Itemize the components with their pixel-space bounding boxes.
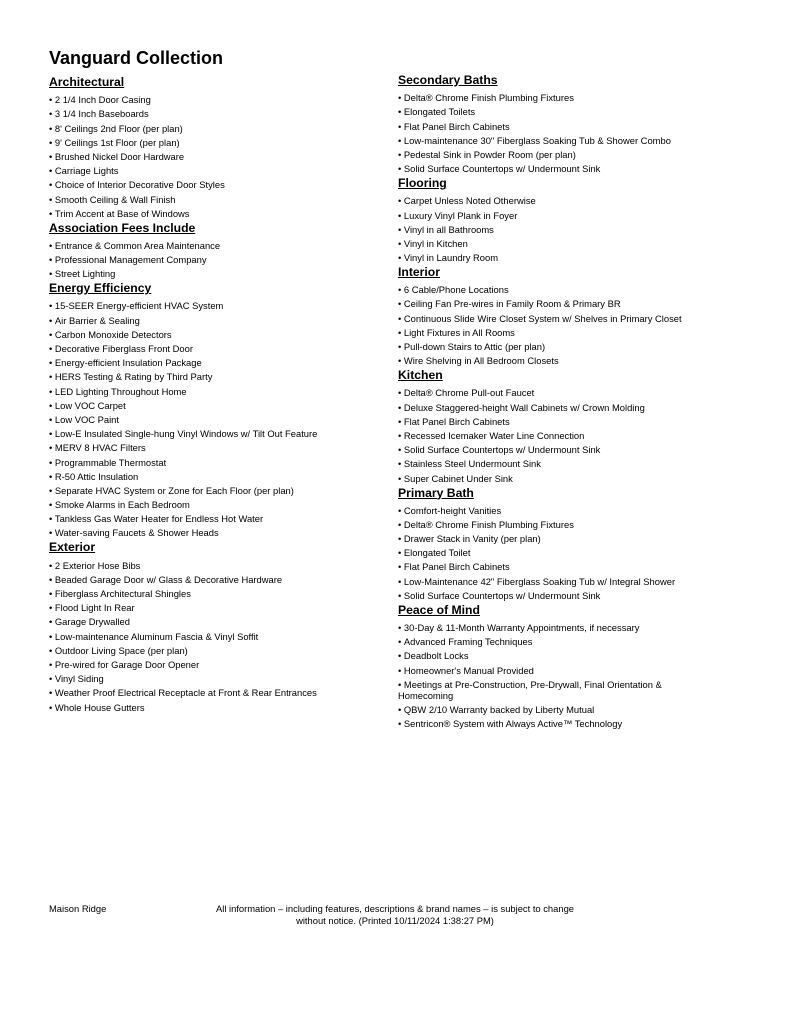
feature-item: • Advanced Framing Techniques: [398, 633, 733, 647]
feature-item: • Smooth Ceiling & Wall Finish: [49, 190, 384, 204]
feature-item: • Weather Proof Electrical Receptacle at Front & Rear Entrances: [49, 684, 384, 698]
feature-item: • 15-SEER Energy-efficient HVAC System: [49, 297, 384, 311]
feature-item: • 2 1/4 Inch Door Casing: [49, 91, 384, 105]
feature-item: • Whole House Gutters: [49, 698, 384, 712]
feature-item: • LED Lighting Throughout Home: [49, 382, 384, 396]
feature-item: • Tankless Gas Water Heater for Endless Hot Water: [49, 510, 384, 524]
section-interior: [398, 263, 733, 366]
feature-item: • Flat Panel Birch Cabinets: [398, 117, 733, 131]
feature-item: • Ceiling Fan Pre-wires in Family Room & Primary BR: [398, 295, 733, 309]
section-heading: Peace of Mind: [398, 602, 480, 617]
feature-item: • Water-saving Faucets & Shower Heads: [49, 524, 384, 538]
feature-item: • Low VOC Paint: [49, 411, 384, 425]
feature-item: • Stainless Steel Undermount Sink: [398, 455, 733, 469]
feature-item: • Air Barrier & Sealing: [49, 311, 384, 325]
left-column: [49, 73, 384, 713]
section-heading: Flooring: [398, 176, 447, 191]
feature-item: • Professional Management Company: [49, 251, 384, 265]
feature-item: • 2 Exterior Hose Bibs: [49, 556, 384, 570]
feature-item: • 30-Day & 11-Month Warranty Appointments, if necessary: [398, 619, 733, 633]
section-flooring: [398, 174, 733, 263]
feature-item: • Solid Surface Countertops w/ Undermount Sink: [398, 441, 733, 455]
feature-item: • Meetings at Pre-Construction, Pre-Drywall, Final Orientation & Homecoming: [398, 676, 698, 701]
feature-item: • Carbon Monoxide Detectors: [49, 326, 384, 340]
feature-list: [398, 619, 733, 729]
section-exterior: [49, 538, 384, 712]
feature-item: • Light Fixtures in All Rooms: [398, 324, 733, 338]
feature-item: • Pedestal Sink in Powder Room (per plan): [398, 146, 733, 160]
feature-item: • Entrance & Common Area Maintenance: [49, 237, 384, 251]
right-column: [398, 71, 733, 729]
feature-list: [49, 237, 384, 280]
feature-item: • Recessed Icemaker Water Line Connection: [398, 427, 733, 441]
feature-item: • Super Cabinet Under Sink: [398, 469, 733, 483]
feature-item: • Energy-efficient Insulation Package: [49, 354, 384, 368]
feature-item: • Garage Drywalled: [49, 613, 384, 627]
feature-item: • Flood Light In Rear: [49, 599, 384, 613]
feature-item: • Low-maintenance Aluminum Fascia & Vinyl Soffit: [49, 627, 384, 641]
feature-list: [398, 384, 733, 483]
section-heading: Architectural: [49, 75, 125, 89]
section-primary-bath: [398, 484, 733, 601]
feature-item: • Continuous Slide Wire Closet System w/ Shelves in Primary Closet: [398, 309, 733, 323]
feature-item: • Pull-down Stairs to Attic (per plan): [398, 338, 733, 352]
feature-item: • Pre-wired for Garage Door Opener: [49, 656, 384, 670]
footer-community: Maison Ridge: [49, 903, 107, 914]
feature-item: • Trim Accent at Base of Windows: [49, 205, 384, 219]
feature-list: [398, 192, 733, 263]
feature-item: • Elongated Toilets: [398, 103, 733, 117]
feature-item: • Low-maintenance 30" Fiberglass Soaking Tub & Shower Combo: [398, 132, 733, 146]
feature-item: • Solid Surface Countertops w/ Undermount Sink: [398, 587, 733, 601]
feature-item: • Vinyl in all Bathrooms: [398, 221, 733, 235]
feature-list: [49, 556, 384, 712]
feature-item: • Vinyl in Laundry Room: [398, 249, 733, 263]
feature-item: • Deadbolt Locks: [398, 647, 733, 661]
feature-list: [49, 297, 384, 538]
section-kitchen: [398, 366, 733, 483]
feature-item: • 8' Ceilings 2nd Floor (per plan): [49, 119, 384, 133]
section-heading: Secondary Baths: [398, 73, 498, 87]
feature-item: • Delta® Chrome Pull-out Faucet: [398, 384, 733, 398]
section-heading: Exterior: [49, 540, 96, 555]
feature-item: • Delta® Chrome Finish Plumbing Fixtures: [398, 89, 733, 103]
feature-item: • Sentricon® System with Always Active™ Technology: [398, 715, 733, 729]
feature-item: • Vinyl Siding: [49, 670, 384, 684]
feature-item: • Choice of Interior Decorative Door Styles: [49, 176, 384, 190]
feature-item: • Beaded Garage Door w/ Glass & Decorative Hardware: [49, 571, 384, 585]
feature-item: • Outdoor Living Space (per plan): [49, 642, 384, 656]
section-secondary-baths: [398, 71, 733, 174]
section-association-fees-include: [49, 219, 384, 280]
feature-item: • HERS Testing & Rating by Third Party: [49, 368, 384, 382]
feature-item: • Smoke Alarms in Each Bedroom: [49, 496, 384, 510]
section-heading: Interior: [398, 265, 440, 280]
feature-item: • MERV 8 HVAC Filters: [49, 439, 384, 453]
feature-item: • Comfort-height Vanities: [398, 502, 733, 516]
feature-item: • Carriage Lights: [49, 162, 384, 176]
feature-item: • Delta® Chrome Finish Plumbing Fixtures: [398, 516, 733, 530]
section-heading: Primary Bath: [398, 485, 474, 500]
feature-item: • Drawer Stack in Vanity (per plan): [398, 530, 733, 544]
feature-item: • Low VOC Carpet: [49, 397, 384, 411]
feature-item: • Homeowner's Manual Provided: [398, 661, 733, 675]
feature-list: [398, 281, 733, 366]
feature-item: • Brushed Nickel Door Hardware: [49, 148, 384, 162]
feature-item: • Solid Surface Countertops w/ Undermount Sink: [398, 160, 733, 174]
feature-item: • Decorative Fiberglass Front Door: [49, 340, 384, 354]
feature-item: • Luxury Vinyl Plank in Foyer: [398, 206, 733, 220]
feature-list: [49, 91, 384, 219]
section-heading: Kitchen: [398, 368, 443, 383]
feature-item: • Flat Panel Birch Cabinets: [398, 558, 733, 572]
feature-item: • Flat Panel Birch Cabinets: [398, 413, 733, 427]
feature-list: [398, 502, 733, 601]
page-title: Vanguard Collection: [49, 48, 224, 68]
section-heading: Energy Efficiency: [49, 281, 152, 296]
feature-list: [398, 89, 733, 174]
feature-item: • Programmable Thermostat: [49, 453, 384, 467]
feature-item: • 6 Cable/Phone Locations: [398, 281, 733, 295]
section-peace-of-mind: [398, 601, 733, 729]
feature-item: • Fiberglass Architectural Shingles: [49, 585, 384, 599]
feature-item: • R-50 Attic Insulation: [49, 468, 384, 482]
feature-item: • QBW 2/10 Warranty backed by Liberty Mutual: [398, 701, 733, 715]
feature-item: • Low-Maintenance 42" Fiberglass Soaking Tub w/ Integral Shower: [398, 572, 733, 586]
feature-item: • Low-E Insulated Single-hung Vinyl Windows w/ Tilt Out Feature: [49, 425, 384, 439]
feature-item: • Separate HVAC System or Zone for Each Floor (per plan): [49, 482, 384, 496]
feature-item: • Carpet Unless Noted Otherwise: [398, 192, 733, 206]
section-energy-efficiency: [49, 279, 384, 538]
disclaimer-line-2: without notice. (Printed 10/11/2024 1:38:27 PM): [296, 914, 494, 926]
disclaimer-line-1: All information – including features, descriptions & brand names – is subject to change: [215, 903, 574, 914]
footer-disclaimer: [195, 903, 595, 926]
feature-item: • Elongated Toilet: [398, 544, 733, 558]
feature-item: • Deluxe Staggered-height Wall Cabinets w/ Crown Molding: [398, 398, 733, 412]
section-architectural: [49, 73, 384, 219]
feature-item: • Vinyl in Kitchen: [398, 235, 733, 249]
section-heading: Association Fees Include: [49, 220, 196, 235]
feature-item: • Wire Shelving in All Bedroom Closets: [398, 352, 733, 366]
feature-item: • 3 1/4 Inch Baseboards: [49, 105, 384, 119]
feature-item: • Street Lighting: [49, 265, 384, 279]
feature-item: • 9' Ceilings 1st Floor (per plan): [49, 134, 384, 148]
